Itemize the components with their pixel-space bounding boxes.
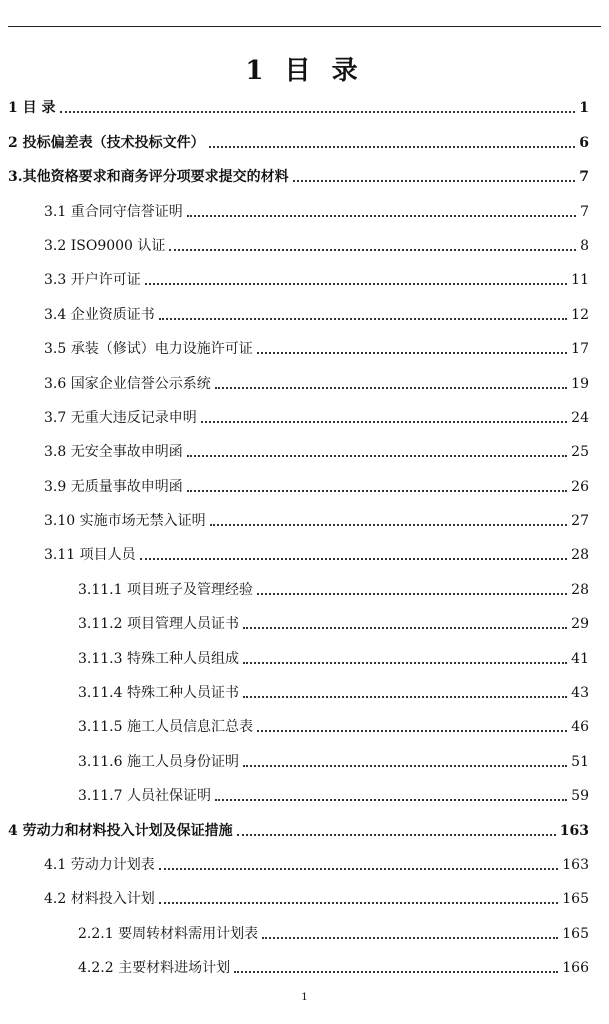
dot-leader (243, 765, 567, 767)
toc-entry[interactable] (0, 159, 609, 193)
dot-leader (234, 971, 558, 973)
dot-leader (209, 146, 576, 148)
toc-entry-label: 3.11.4 特殊工种人员证书 (78, 685, 239, 702)
toc-entry-page: 165 (562, 925, 589, 942)
toc-entry-page: 41 (571, 650, 589, 667)
toc-entry-label: 4 劳动力和材料投入计划及保证措施 (8, 822, 233, 839)
table-of-contents (0, 90, 609, 984)
toc-entry[interactable] (0, 90, 609, 124)
dot-leader (293, 180, 576, 182)
dot-leader (243, 696, 567, 698)
toc-entry-page: 163 (559, 822, 589, 839)
toc-entry-label: 3.9 无质量事故申明函 (44, 478, 183, 495)
toc-entry[interactable] (0, 812, 609, 846)
dot-leader (60, 111, 576, 113)
toc-entry-label: 3.11.5 施工人员信息汇总表 (78, 719, 253, 736)
toc-entry-page: 7 (580, 203, 589, 220)
toc-entry[interactable] (0, 331, 609, 365)
toc-entry-label: 3.11.2 项目管理人员证书 (78, 616, 239, 633)
toc-entry-page: 1 (579, 100, 589, 117)
toc-entry-page: 12 (571, 306, 589, 323)
toc-entry-page: 165 (562, 891, 589, 908)
dot-leader (145, 283, 567, 285)
toc-entry-page: 27 (571, 513, 589, 530)
toc-entry-page: 29 (571, 616, 589, 633)
toc-entry-page: 163 (562, 856, 589, 873)
toc-entry[interactable] (0, 434, 609, 468)
toc-entry-page: 8 (580, 237, 589, 254)
toc-entry-label: 3.11 项目人员 (44, 547, 136, 564)
toc-entry[interactable] (0, 675, 609, 709)
toc-entry-page: 19 (571, 375, 589, 392)
toc-entry[interactable] (0, 468, 609, 502)
toc-entry-label: 3.11.3 特殊工种人员组成 (78, 650, 239, 667)
dot-leader (159, 902, 559, 904)
toc-entry[interactable] (0, 228, 609, 262)
toc-entry-page: 28 (571, 547, 589, 564)
toc-entry-page: 28 (571, 581, 589, 598)
toc-entry-label: 3.8 无安全事故申明函 (44, 444, 183, 461)
toc-entry[interactable] (0, 365, 609, 399)
toc-entry-label: 3.2 ISO9000 认证 (44, 237, 166, 254)
toc-entry-page: 26 (571, 478, 589, 495)
dot-leader (159, 868, 559, 870)
toc-entry[interactable] (0, 847, 609, 881)
toc-entry-page: 6 (579, 134, 589, 151)
toc-entry[interactable] (0, 124, 609, 158)
dot-leader (257, 352, 567, 354)
header-rule (8, 26, 601, 27)
toc-entry[interactable] (0, 640, 609, 674)
toc-entry[interactable] (0, 193, 609, 227)
dot-leader (187, 490, 567, 492)
dot-leader (257, 730, 567, 732)
toc-entry-page: 59 (571, 788, 589, 805)
dot-leader (159, 318, 567, 320)
toc-entry[interactable] (0, 709, 609, 743)
toc-entry-page: 17 (571, 341, 589, 358)
toc-entry-label: 3.4 企业资质证书 (44, 306, 155, 323)
toc-entry-label: 4.2 材料投入计划 (44, 891, 155, 908)
toc-entry-label: 4.1 劳动力计划表 (44, 856, 155, 873)
toc-entry[interactable] (0, 743, 609, 777)
dot-leader (210, 524, 568, 526)
toc-entry-label: 2 投标偏差表（技术投标文件） (8, 134, 205, 151)
toc-entry[interactable] (0, 400, 609, 434)
toc-entry-label: 3.其他资格要求和商务评分项要求提交的材料 (8, 169, 289, 186)
dot-leader (262, 937, 558, 939)
toc-entry-label: 4.2.2 主要材料进场计划 (78, 960, 231, 977)
toc-entry-label: 3.1 重合同守信誉证明 (44, 203, 183, 220)
toc-entry[interactable] (0, 881, 609, 915)
toc-entry-label: 3.10 实施市场无禁入证明 (44, 513, 206, 530)
dot-leader (187, 455, 567, 457)
dot-leader (257, 593, 567, 595)
toc-entry[interactable] (0, 571, 609, 605)
toc-entry-label: 3.11.1 项目班子及管理经验 (78, 581, 253, 598)
toc-entry-label: 3.5 承装（修试）电力设施许可证 (44, 341, 253, 358)
dot-leader (169, 249, 576, 251)
toc-entry[interactable] (0, 537, 609, 571)
toc-entry-page: 166 (562, 960, 589, 977)
toc-entry[interactable] (0, 262, 609, 296)
dot-leader (243, 627, 567, 629)
toc-entry-label: 3.11.6 施工人员身份证明 (78, 753, 239, 770)
toc-entry-page: 11 (571, 272, 589, 289)
dot-leader (215, 387, 567, 389)
toc-entry-label: 3.7 无重大违反记录申明 (44, 409, 197, 426)
page-title: 1 目 录 (245, 56, 364, 86)
page-number: 1 (301, 992, 308, 1003)
toc-entry-page: 25 (571, 444, 589, 461)
toc-entry-label: 2.2.1 要周转材料需用计划表 (78, 925, 259, 942)
dot-leader (187, 215, 576, 217)
dot-leader (243, 662, 567, 664)
toc-entry-page: 46 (571, 719, 589, 736)
toc-entry[interactable] (0, 915, 609, 949)
toc-entry-page: 43 (571, 685, 589, 702)
toc-entry-label: 3.3 开户许可证 (44, 272, 141, 289)
dot-leader (140, 558, 568, 560)
toc-entry-label: 3.6 国家企业信誉公示系统 (44, 375, 211, 392)
toc-entry-page: 24 (571, 409, 589, 426)
toc-entry-page: 7 (579, 169, 589, 186)
toc-entry-page: 51 (571, 753, 589, 770)
dot-leader (237, 834, 556, 836)
toc-entry[interactable] (0, 778, 609, 812)
toc-entry[interactable] (0, 296, 609, 330)
toc-entry[interactable] (0, 950, 609, 984)
toc-entry-label: 3.11.7 人员社保证明 (78, 788, 211, 805)
toc-entry-label: 1 目 录 (8, 100, 56, 117)
dot-leader (215, 799, 567, 801)
toc-entry[interactable] (0, 503, 609, 537)
dot-leader (201, 421, 567, 423)
toc-entry[interactable] (0, 606, 609, 640)
